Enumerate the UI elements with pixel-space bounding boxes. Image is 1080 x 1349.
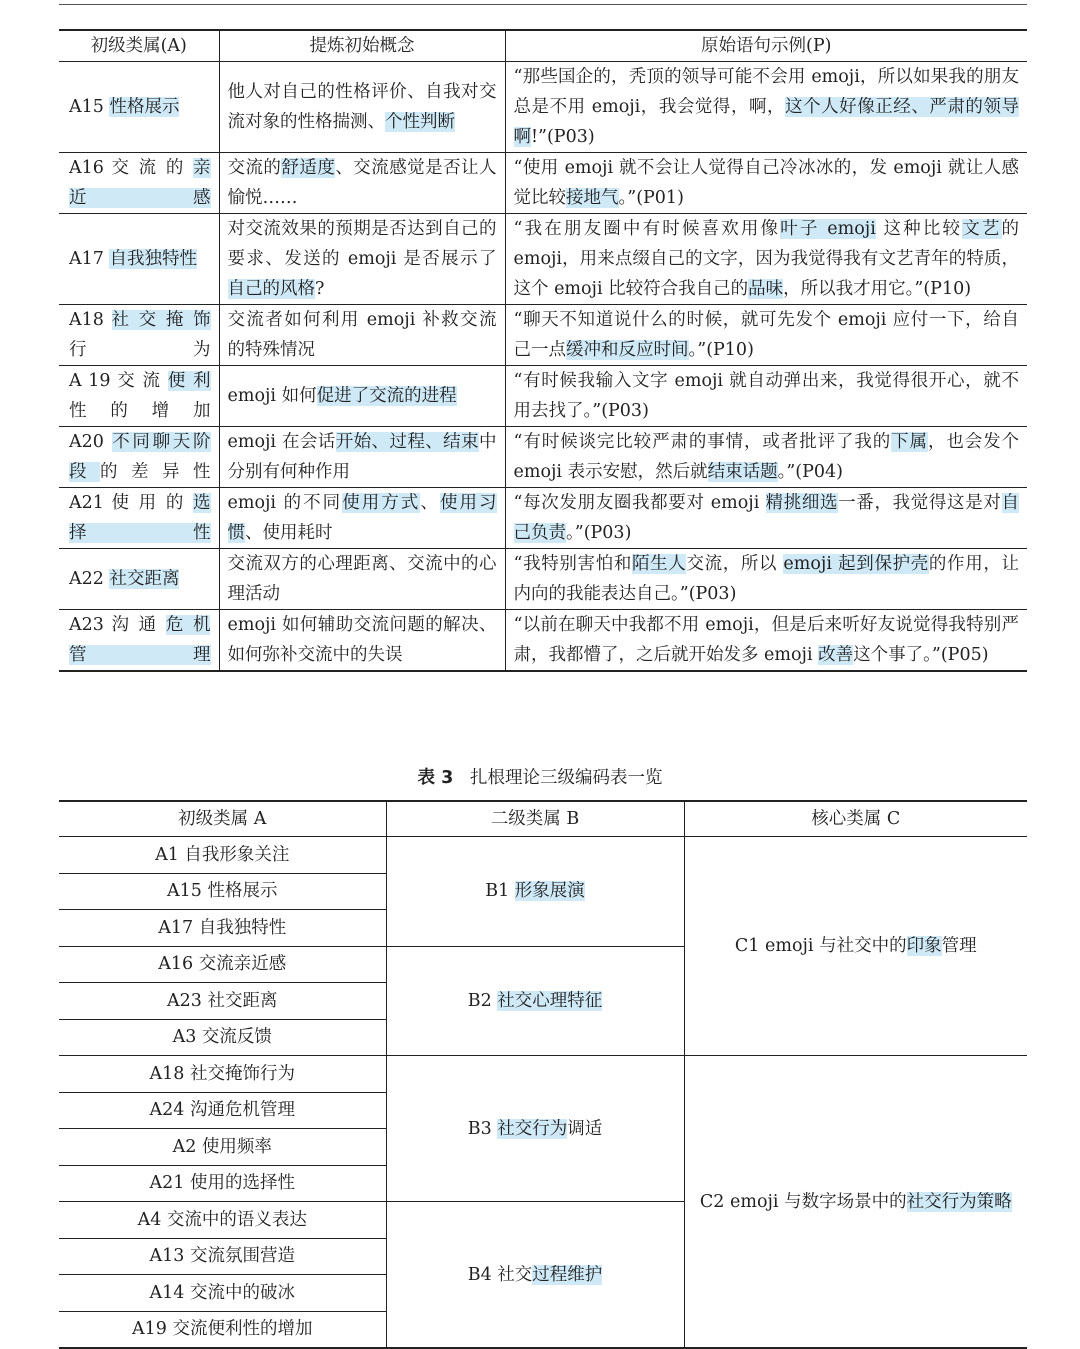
highlighted-text: 促进了交流的进程 <box>316 386 457 406</box>
table-row <box>59 837 1027 874</box>
text-segment: “聊天不知道说什么的时候，就可先发个 emoji 应付一下，给自己一点 <box>513 310 1019 360</box>
page-top-rule <box>59 4 1027 5</box>
text-segment: emoji 如何辅助交流问题的解决、如何弥补交流中的失误 <box>227 615 497 665</box>
highlighted-text: 形象展演 <box>514 881 585 902</box>
highlighted-text: emoji 起到保护壳 <box>783 554 929 574</box>
text-segment: A23 沟 通 <box>69 615 166 635</box>
highlighted-text: 管理 <box>69 645 211 665</box>
category-cell <box>59 62 219 153</box>
highlighted-text: 便 利 <box>167 371 211 391</box>
highlighted-text: 开始、过程、结束 <box>335 432 479 452</box>
table-header-row <box>59 801 1027 837</box>
text-segment: 性的增加 <box>69 401 211 421</box>
text-segment: 一番，我觉得这是对 <box>838 493 1002 513</box>
text-segment: 交流，所以 <box>686 554 784 574</box>
text-segment: 对交流效果的预期是否达到自己的要求、发送的 emoji 是否展示了 <box>227 219 497 269</box>
table-row <box>59 1056 1027 1093</box>
text-segment: “以前在聊天中我都不用 emoji，但是后来听好友说觉得我特别严肃，我都懵了，之后就开始发多 emoji <box>513 615 1019 665</box>
category-cell <box>59 549 219 610</box>
text-segment: ? <box>315 279 325 299</box>
text-segment: emoji 如何 <box>227 386 317 406</box>
text-segment: emoji 在会话 <box>227 432 336 452</box>
highlighted-text: 社交行为 <box>497 1118 568 1139</box>
concept-cell <box>219 488 505 549</box>
quote-cell <box>505 610 1027 672</box>
text-segment: “有时候我输入文字 emoji 就自动弹出来，我觉得很开心，就不用去找了。”(P03) <box>513 371 1019 421</box>
text-segment: A 19 交 流 <box>69 371 168 391</box>
highlighted-text: 缓冲和反应时间 <box>566 340 689 360</box>
text-segment: A18 <box>69 310 112 330</box>
text-segment: B3 <box>467 1118 498 1139</box>
text-segment: 交流双方的心理距离、交流中的心理活动 <box>227 554 497 604</box>
primary-category-cell: A18 社交掩饰行为 <box>59 1056 386 1093</box>
concept-cell <box>219 610 505 672</box>
highlighted-text: 社交距离 <box>109 569 180 589</box>
quote-cell <box>505 488 1027 549</box>
table-header-row <box>59 30 1027 62</box>
text-segment: A17 <box>69 249 110 269</box>
text-segment: !”(P03) <box>531 127 595 147</box>
text-segment: A15 <box>69 97 110 117</box>
text-segment: ，也会发个 emoji 表示安慰，然后就 <box>513 432 1019 482</box>
highlighted-text: 精挑细选 <box>765 493 839 513</box>
text-segment: A22 <box>69 569 110 589</box>
table-row <box>59 427 1027 488</box>
highlighted-text: 过程维护 <box>532 1264 603 1285</box>
highlighted-text: 叶子 emoji <box>780 219 876 239</box>
text-segment: “有时候谈完比较严肃的事情，或者批评了我的 <box>513 432 892 452</box>
highlighted-text: 社交行为策略 <box>906 1191 1012 1212</box>
highlighted-text: 使用方式 <box>342 493 421 513</box>
highlighted-text: 危 机 <box>165 615 211 635</box>
text-segment: B1 <box>485 881 515 902</box>
text-segment: ，所以我才用它。”(P10) <box>783 279 972 299</box>
primary-category-cell: A19 交流便利性的增加 <box>59 1311 386 1348</box>
text-segment: 、 <box>420 493 440 513</box>
text-segment: C1 emoji 与社交中的 <box>734 936 907 956</box>
primary-category-cell: A14 交流中的破冰 <box>59 1275 386 1312</box>
highlighted-text: 亲近感 <box>69 158 211 208</box>
secondary-category-cell <box>386 1202 684 1349</box>
concept-cell <box>219 366 505 427</box>
table-row <box>59 153 1027 214</box>
primary-category-cell: A3 交流反馈 <box>59 1019 386 1056</box>
category-cell <box>59 488 219 549</box>
concept-cell <box>219 214 505 305</box>
quote-cell <box>505 214 1027 305</box>
header-category: 初级类属(A) <box>59 30 219 62</box>
header-concept: 提炼初始概念 <box>219 30 505 62</box>
core-category-cell <box>684 1056 1027 1349</box>
concept-cell <box>219 305 505 366</box>
table-row <box>59 305 1027 366</box>
highlighted-text: 改善 <box>818 645 854 665</box>
highlighted-text: 接地气 <box>566 188 619 208</box>
text-segment: “使用 emoji 就不会让人觉得自己冷冰冰的，发 emoji 就让人感觉比较 <box>513 158 1019 208</box>
highlighted-text: 舒适度 <box>281 158 336 178</box>
category-cell <box>59 305 219 366</box>
table-3-caption <box>0 764 1080 792</box>
category-cell <box>59 153 219 214</box>
highlighted-text: 选择性 <box>69 493 211 543</box>
header-core: 核心类属 C <box>684 801 1027 837</box>
text-segment: A16 交 流 的 <box>69 158 193 178</box>
primary-category-cell: A13 交流氛围营造 <box>59 1238 386 1275</box>
quote-cell <box>505 62 1027 153</box>
quote-cell <box>505 153 1027 214</box>
table-row <box>59 62 1027 153</box>
highlighted-text: 品味 <box>748 279 784 299</box>
highlighted-text: 自己的风格 <box>227 279 315 299</box>
quote-cell <box>505 366 1027 427</box>
text-segment: 。”(P01) <box>618 188 684 208</box>
text-segment: emoji 的不同 <box>227 493 343 513</box>
text-segment: 交流的 <box>227 158 282 178</box>
text-segment: A20 <box>69 432 113 452</box>
primary-category-cell: A2 使用频率 <box>59 1129 386 1166</box>
primary-category-cell: A16 交流亲近感 <box>59 946 386 983</box>
header-secondary: 二级类属 B <box>386 801 684 837</box>
highlighted-text: 个性判断 <box>385 112 455 132</box>
table-row <box>59 610 1027 672</box>
concept-cell <box>219 62 505 153</box>
text-segment: C2 emoji 与数字场景中的 <box>699 1191 907 1212</box>
table-number: 表 3 <box>417 768 454 788</box>
highlighted-text: 社 交 掩 饰 <box>111 310 211 330</box>
text-segment: 的作用，让内向的我能表达自己。”(P03) <box>513 554 1020 604</box>
header-primary: 初级类属 A <box>59 801 386 837</box>
text-segment: 调适 <box>567 1118 603 1139</box>
concept-cell <box>219 153 505 214</box>
text-segment: 。”(P10) <box>688 340 754 360</box>
primary-category-cell: A4 交流中的语义表达 <box>59 1202 386 1239</box>
text-segment: “那些国企的，秃顶的领导可能不会用 emoji，所以如果我的朋友总是不用 emoji，我会觉得，啊， <box>513 67 1019 117</box>
text-segment: 这个事了。”(P05) <box>853 645 989 665</box>
highlighted-text: 使用习惯 <box>227 493 497 543</box>
text-segment: 的 emoji，用来点缀自己的文字，因为我觉得我有文艺青年的特质，这个 emoji 比较符合我自己的 <box>513 219 1020 299</box>
core-category-cell <box>684 837 1027 1056</box>
text-segment: 他人对自己的性格评价、自我对交流对象的性格揣测、 <box>227 82 497 132</box>
primary-category-cell: A24 沟通危机管理 <box>59 1092 386 1129</box>
text-segment: 、使用耗时 <box>245 523 333 543</box>
text-segment: 的差异性 <box>100 462 211 482</box>
table-title: 扎根理论三级编码表一览 <box>469 768 663 788</box>
text-segment: “我特别害怕和 <box>513 554 632 574</box>
highlighted-text: 不同聊天阶段 <box>69 432 211 482</box>
table-row <box>59 214 1027 305</box>
primary-category-cell: A17 自我独特性 <box>59 910 386 947</box>
text-segment: A21 使 用 的 <box>69 493 193 513</box>
category-cell <box>59 214 219 305</box>
text-segment: 管理 <box>941 936 977 956</box>
three-level-coding-table <box>59 800 1027 1349</box>
highlighted-text: 自己负责 <box>513 493 1020 543</box>
primary-category-cell: A15 性格展示 <box>59 873 386 910</box>
text-segment: “我在朋友圈中有时候喜欢用像 <box>513 219 781 239</box>
text-segment: 这种比较 <box>875 219 963 239</box>
highlighted-text: 印象 <box>906 936 942 956</box>
secondary-category-cell <box>386 946 684 1056</box>
table-row <box>59 366 1027 427</box>
primary-category-cell: A23 社交距离 <box>59 983 386 1020</box>
highlighted-text: 社交心理特征 <box>497 990 603 1011</box>
quote-cell <box>505 549 1027 610</box>
text-segment: 。”(P03) <box>566 523 632 543</box>
secondary-category-cell <box>386 1056 684 1202</box>
category-cell <box>59 427 219 488</box>
category-cell <box>59 366 219 427</box>
text-segment: B4 社交 <box>467 1264 533 1285</box>
text-segment: 中分别有何种作用 <box>227 432 497 482</box>
coding-table-continued <box>59 29 1027 672</box>
highlighted-text: 这个人好像正经、严肃的领导啊 <box>513 97 1020 147</box>
text-segment: “每次发朋友圈我都要对 emoji <box>513 493 766 513</box>
concept-cell <box>219 427 505 488</box>
secondary-category-cell <box>386 837 684 947</box>
concept-cell <box>219 549 505 610</box>
text-segment: 。”(P04) <box>777 462 843 482</box>
highlighted-text: 文艺 <box>962 219 1002 239</box>
highlighted-text: 自我独特性 <box>109 249 197 269</box>
highlighted-text: 结束话题 <box>707 462 778 482</box>
quote-cell <box>505 305 1027 366</box>
primary-category-cell: A1 自我形象关注 <box>59 837 386 874</box>
highlighted-text: 陌生人 <box>632 554 687 574</box>
text-segment: 、交流感觉是否让人愉悦…… <box>227 158 497 208</box>
category-cell <box>59 610 219 672</box>
highlighted-text: 下属 <box>891 432 928 452</box>
highlighted-text: 性格展示 <box>109 97 180 117</box>
text-segment: 行为 <box>69 340 211 360</box>
text-segment: 交流者如何利用 emoji 补救交流的特殊情况 <box>227 310 497 360</box>
primary-category-cell: A21 使用的选择性 <box>59 1165 386 1202</box>
table-row <box>59 488 1027 549</box>
quote-cell <box>505 427 1027 488</box>
table-row <box>59 549 1027 610</box>
text-segment: B2 <box>467 990 498 1011</box>
header-quote: 原始语句示例(P) <box>505 30 1027 62</box>
